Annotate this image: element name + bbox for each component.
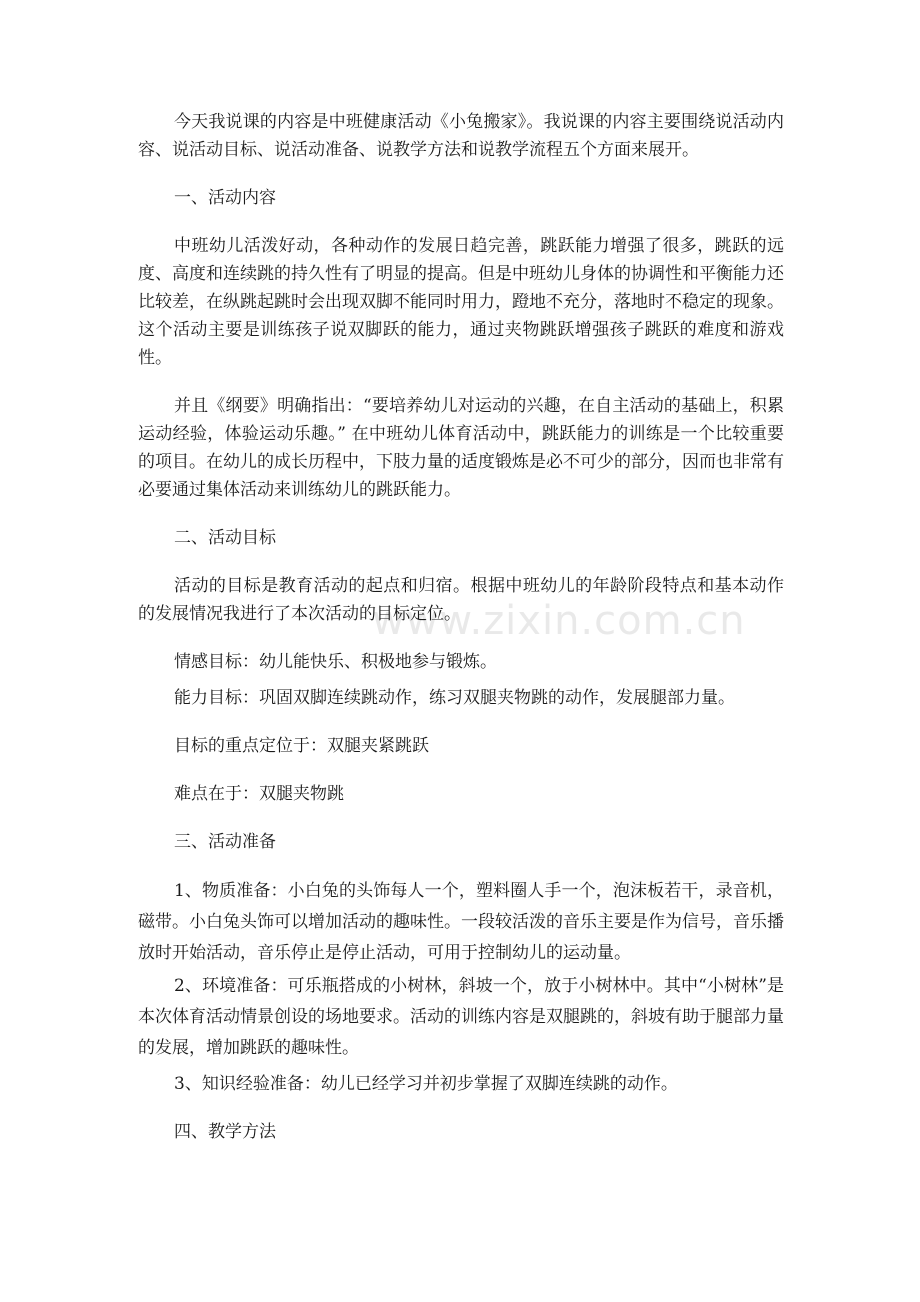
goal-difficulty: 难点在于：双腿夹物跳 xyxy=(174,784,344,804)
goal-emotion: 情感目标：幼儿能快乐、积极地参与锻炼。 xyxy=(174,652,497,672)
section-heading-content: 一、活动内容 xyxy=(174,188,276,208)
document-body xyxy=(138,108,784,1146)
section-heading-goals: 二、活动目标 xyxy=(174,528,276,548)
section-heading-preparation: 三、活动准备 xyxy=(174,832,276,852)
body-paragraph: 并且《纲要》明确指出：“要培养幼儿对运动的兴趣，在自主活动的基础上，积累运动经验，体验运动乐趣。” 在中班幼儿体育活动中，跳跃能力的训练是一个比较重要的项目。在幼儿的成长历程中，下肢力量的适度锻炼是必不可少的部分，因而也非常有必要通过集体活动来训练幼儿的跳跃能力。 xyxy=(138,396,784,500)
watermark-text: www.zixin.com.cn xyxy=(372,598,746,644)
goal-ability: 能力目标：巩固双脚连续跳动作，练习双腿夹物跳的动作，发展腿部力量。 xyxy=(174,688,735,708)
intro-paragraph: 今天我说课的内容是中班健康活动《小兔搬家》。我说课的内容主要围绕说活动内容、说活动目标、说活动准备、说教学方法和说教学流程五个方面来展开。 xyxy=(138,112,784,160)
preparation-material: 1、物质准备：小白兔的头饰每人一个，塑料圈人手一个，泡沫板若干，录音机，磁带。小白兔头饰可以增加活动的趣味性。一段较活泼的音乐主要是作为信号，音乐播放时开始活动，音乐停止是停止活动，可用于控制幼儿的运动量。 xyxy=(138,881,784,963)
goal-key-point: 目标的重点定位于：双腿夹紧跳跃 xyxy=(174,736,429,756)
preparation-environment: 2、环境准备：可乐瓶搭成的小树林，斜坡一个，放于小树林中。其中“小树林”是本次体育活动情景创设的场地要求。活动的训练内容是双腿跳的，斜坡有助于腿部力量的发展，增加跳跃的趣味性。 xyxy=(138,976,784,1058)
body-paragraph: 中班幼儿活泼好动，各种动作的发展日趋完善，跳跃能力增强了很多，跳跃的远度、高度和连续跳的持久性有了明显的提高。但是中班幼儿身体的协调性和平衡能力还比较差，在纵跳起跳时会出现双脚不能同时用力，蹬地不充分，落地时不稳定的现象。这个活动主要是训练孩子说双脚跃的能力，通过夹物跳跃增强孩子跳跃的难度和游戏性。 xyxy=(138,236,784,368)
body-paragraph: 活动的目标是教育活动的起点和归宿。根据中班幼儿的年龄阶段特点和基本动作的发展情况我进行了本次活动的目标定位。 xyxy=(138,576,784,624)
preparation-knowledge: 3、知识经验准备：幼儿已经学习并初步掌握了双脚连续跳的动作。 xyxy=(174,1074,678,1094)
section-heading-methods: 四、教学方法 xyxy=(174,1122,276,1142)
